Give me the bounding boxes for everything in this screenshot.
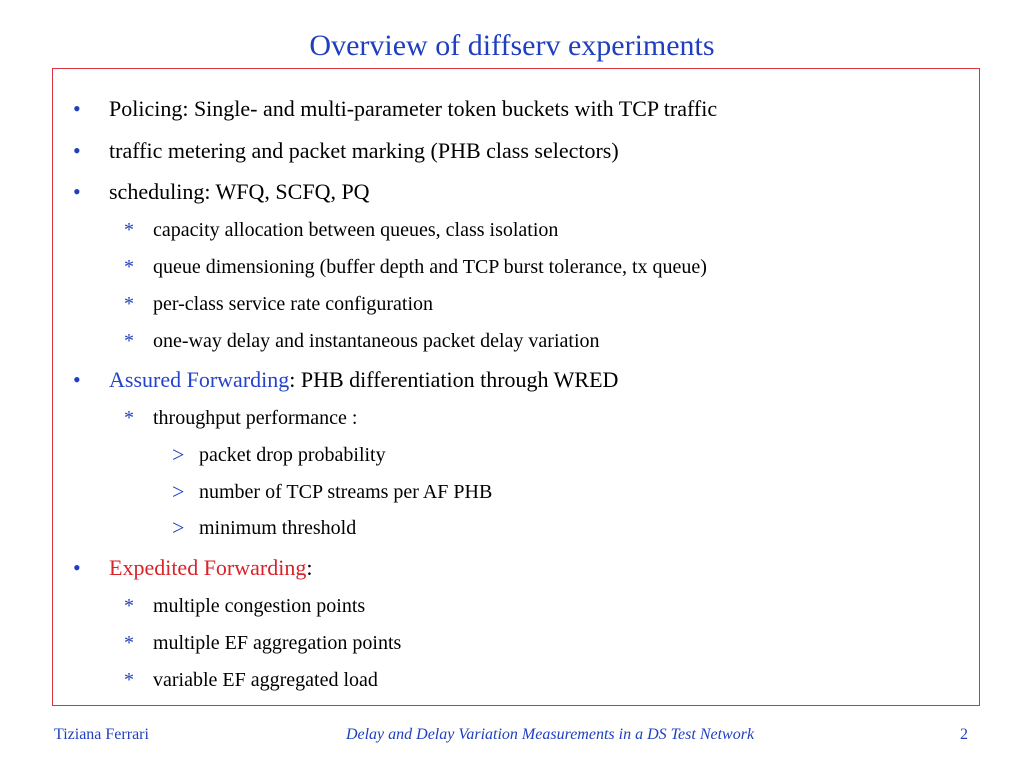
bullet-icon: • bbox=[73, 367, 81, 392]
content-frame bbox=[52, 68, 980, 706]
asterisk-icon: * bbox=[124, 407, 134, 429]
list-item-text: capacity allocation between queues, class isolation bbox=[153, 219, 559, 241]
list-item-text bbox=[109, 366, 618, 394]
list-item-text bbox=[109, 554, 312, 582]
asterisk-icon: * bbox=[124, 330, 134, 352]
asterisk-icon: * bbox=[124, 595, 134, 617]
asterisk-icon: * bbox=[124, 256, 134, 278]
list-item-text: queue dimensioning (buffer depth and TCP burst tolerance, tx queue) bbox=[153, 256, 707, 278]
chevron-right-icon: > bbox=[172, 442, 185, 467]
list-item-text: number of TCP streams per AF PHB bbox=[199, 481, 493, 503]
list-item-text: multiple congestion points bbox=[153, 595, 366, 617]
list-item-text: per-class service rate configuration bbox=[153, 293, 434, 315]
list-item-text: one-way delay and instantaneous packet delay variation bbox=[153, 330, 600, 352]
list-item-text: traffic metering and packet marking (PHB class selectors) bbox=[109, 138, 619, 163]
bullet-icon: • bbox=[73, 96, 81, 121]
asterisk-icon: * bbox=[124, 219, 134, 241]
assured-forwarding-desc: : PHB differentiation through WRED bbox=[289, 367, 619, 392]
asterisk-icon: * bbox=[124, 669, 134, 691]
footer-talk-title: Delay and Delay Variation Measurements in a DS Test Network bbox=[345, 726, 755, 743]
list-item-text: variable EF aggregated load bbox=[153, 669, 378, 691]
list-item-text: minimum threshold bbox=[199, 517, 357, 539]
list-item-text: packet drop probability bbox=[199, 444, 386, 466]
list-item-text: scheduling: WFQ, SCFQ, PQ bbox=[109, 179, 370, 204]
slide-title: Overview of diffserv experiments bbox=[309, 29, 715, 62]
chevron-right-icon: > bbox=[172, 479, 185, 504]
asterisk-icon: * bbox=[124, 293, 134, 315]
footer-author: Tiziana Ferrari bbox=[54, 726, 149, 743]
list-item-text: multiple EF aggregation points bbox=[153, 632, 402, 654]
bullet-icon: • bbox=[73, 138, 81, 163]
asterisk-icon: * bbox=[124, 632, 134, 654]
bullet-list bbox=[53, 69, 979, 705]
list-item-text: throughput performance : bbox=[153, 407, 358, 429]
page-number: 2 bbox=[960, 726, 968, 743]
bullet-icon: • bbox=[73, 179, 81, 204]
expedited-forwarding-desc: : bbox=[306, 555, 313, 580]
expedited-forwarding-label: Expedited Forwarding bbox=[109, 555, 307, 580]
assured-forwarding-label: Assured Forwarding bbox=[109, 367, 290, 392]
chevron-right-icon: > bbox=[172, 515, 185, 540]
list-item-text: Policing: Single- and multi-parameter token buckets with TCP traffic bbox=[109, 96, 718, 121]
bullet-icon: • bbox=[73, 555, 81, 580]
